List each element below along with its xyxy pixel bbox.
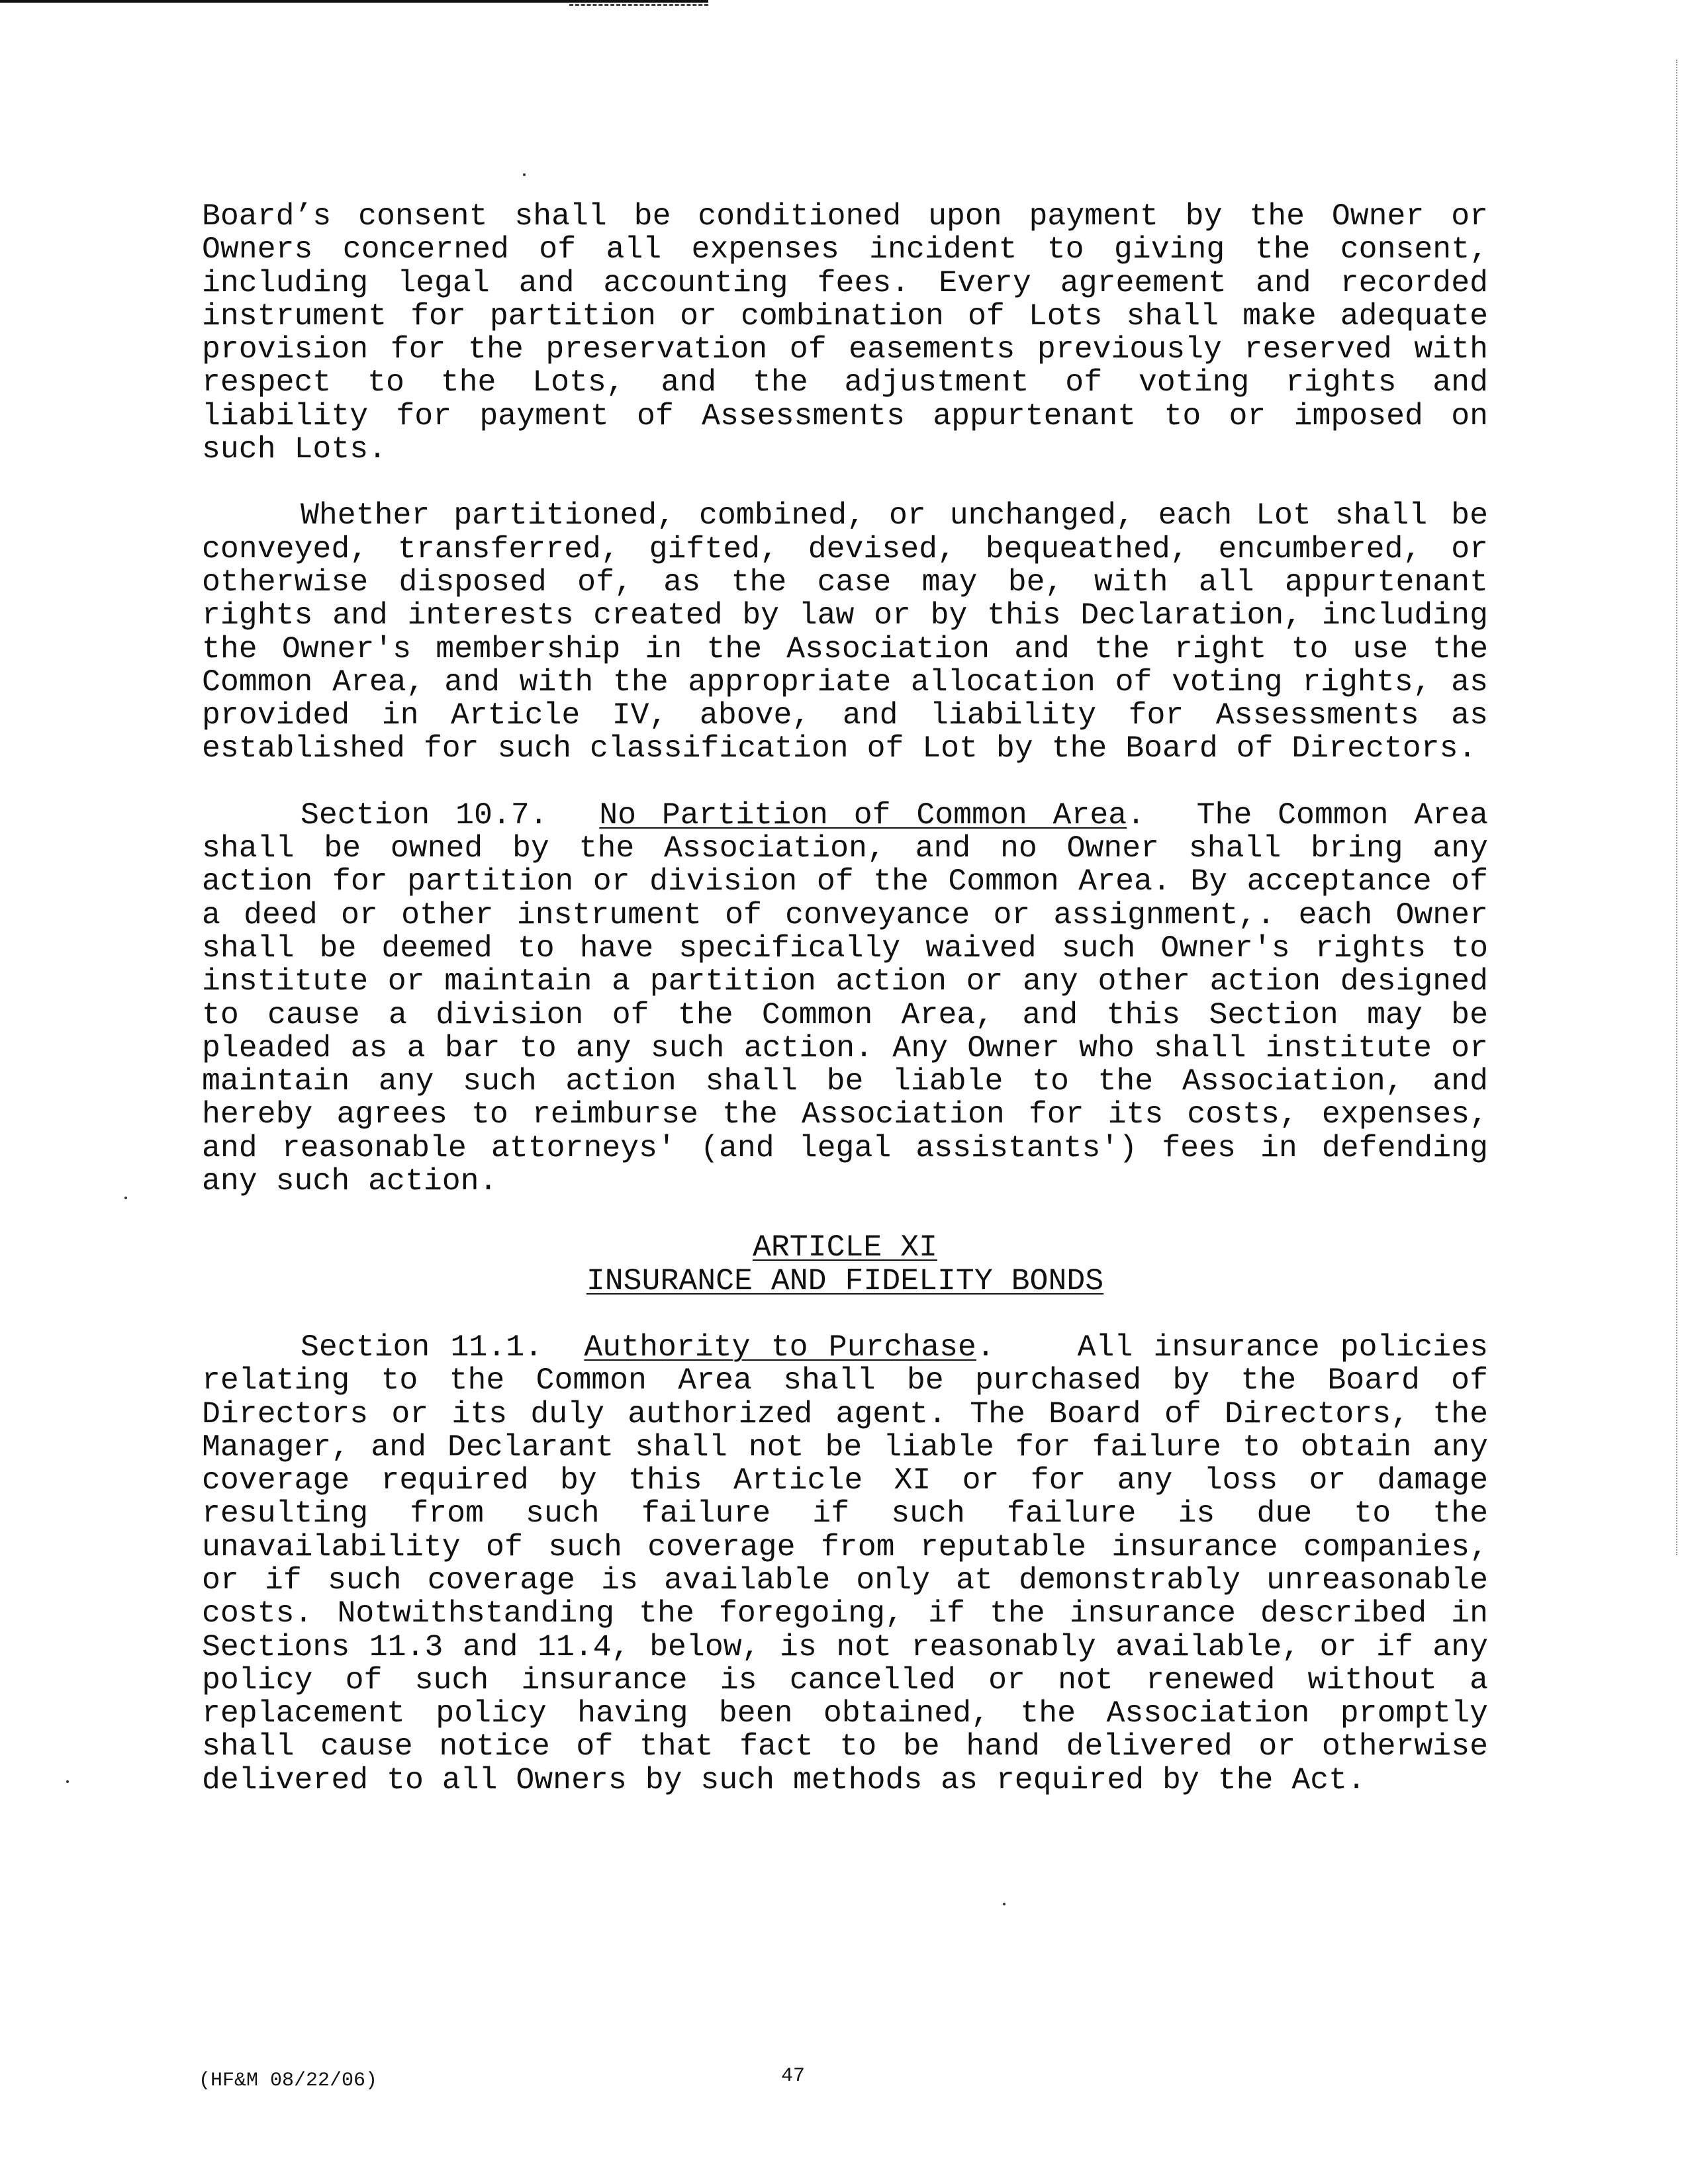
scan-speck bbox=[124, 1197, 127, 1199]
scan-speck bbox=[66, 1780, 69, 1783]
article-title: INSURANCE AND FIDELITY BONDS bbox=[586, 1263, 1104, 1298]
section-number: Section 10.7. bbox=[301, 797, 548, 833]
footer-code: (HF&M 08/22/06) bbox=[199, 2070, 378, 2092]
top-rule-dash bbox=[569, 4, 708, 6]
paragraph-disposition: Whether partitioned, combined, or unchanged, each Lot shall be conveyed, transferred, gifted, devised, bequeathed, encumbered, or otherwise disposed of, as the case may be, with all appurtenant rights and interests created by law or by this Declaration, including the Owner's membership in the Association and the right to use the Common Area, and with the appropriate allocation of voting rights, as provided in Article IV, above, and liability for Assessments as established for such classification of Lot by the Board of Directors. bbox=[202, 498, 1488, 766]
article-number: ARTICLE XI bbox=[752, 1230, 938, 1265]
section-title: Authority to Purchase bbox=[584, 1329, 976, 1365]
scan-speck bbox=[1003, 1903, 1006, 1905]
right-margin-marks bbox=[1676, 60, 1684, 1555]
scan-speck bbox=[523, 173, 526, 176]
section-10-7 bbox=[202, 799, 1488, 1199]
article-heading bbox=[202, 1231, 1488, 1298]
top-rule bbox=[0, 0, 708, 3]
section-title: No Partition of Common Area bbox=[599, 797, 1127, 833]
section-number: Section 11.1. bbox=[301, 1329, 543, 1365]
section-body: The Common Area shall be owned by the Association, and no Owner shall bring any action for partition or division of the Common Area. By acceptance of a deed or other instrument of conveyance or assignment,. each Owner shall be deemed to have specifically waived such Owner's rights to institute or maintain a partition action or any other action designed to cause a division of the Common Area, and this Section may be pleaded as a bar to any such action. Any Owner who shall institute or maintain any such action shall be liable to the Association, and hereby agrees to reimburse the Association for its costs, expenses, and reasonable attorneys' (and legal assistants') fees in defending any such action. bbox=[202, 797, 1488, 1199]
section-11-1 bbox=[202, 1331, 1488, 1797]
document-body bbox=[202, 200, 1488, 1830]
section-body: All insurance policies relating to the Common Area shall be purchased by the Board of Directors or its duly authorized agent. The Board of Directors, the Manager, and Declarant shall not be liable for failure to obtain any coverage required by this Article XI or for any loss or damage resulting from such failure if such failure is due to the unavailability of such coverage from reputable insurance companies, or if such coverage is available only at demonstrably unreasonable costs. Notwithstanding the foregoing, if the insurance described in Sections 11.3 and 11.4, below, is not reasonably available, or if any policy of such insurance is cancelled or not renewed without a replacement policy having been obtained, the Association promptly shall cause notice of that fact to be hand delivered or otherwise delivered to all Owners by such methods as required by the Act. bbox=[202, 1329, 1489, 1797]
section-title-suffix: . bbox=[976, 1329, 995, 1365]
page-number: 47 bbox=[781, 2065, 806, 2087]
paragraph-consent: Board’s consent shall be conditioned upon payment by the Owner or Owners concerned of all expenses incident to giving the consent, including legal and accounting fees. Every agreement and recorded instrument for partition or combination of Lots shall make adequate provision for the preservation of easements previously reserved with respect to the Lots, and the adjustment of voting rights and liability for payment of Assessments appurtenant to or imposed on such Lots. bbox=[202, 199, 1488, 467]
section-title-suffix: . bbox=[1127, 797, 1146, 833]
